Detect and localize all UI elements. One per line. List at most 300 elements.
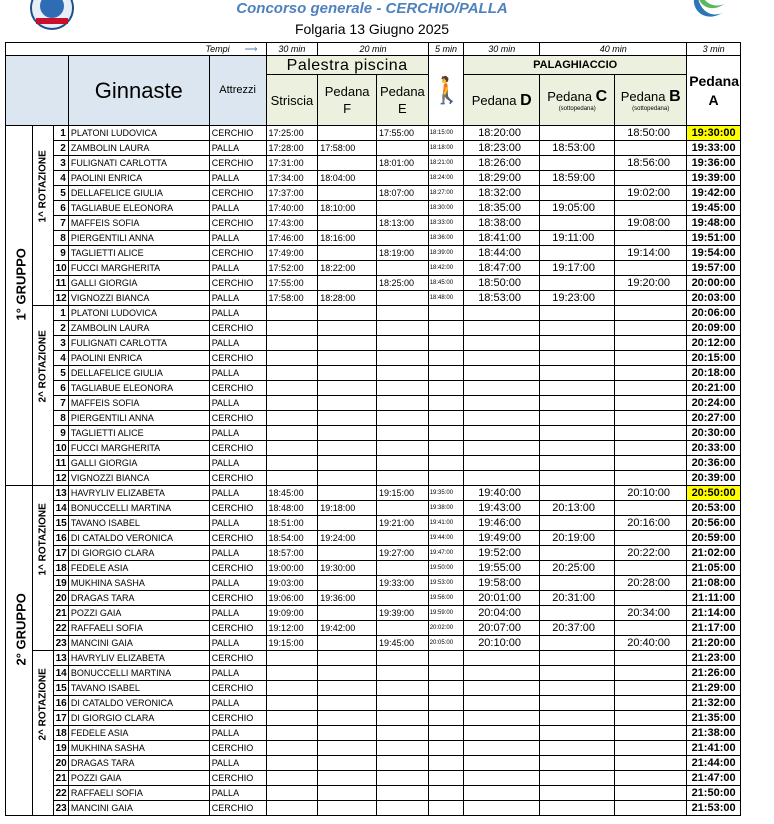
time-pedana-d	[464, 351, 540, 366]
time-pedana-c	[540, 246, 615, 261]
table-row	[6, 486, 741, 501]
apparatus: CERCHIO	[209, 126, 266, 141]
athlete-number: 3	[53, 336, 68, 351]
time-pedana-e	[377, 231, 429, 246]
athlete-number: 18	[53, 726, 68, 741]
time-pedana-c	[540, 681, 615, 696]
time-striscia: 19:12:00	[266, 621, 318, 636]
time-pedana-b: 20:34:00	[615, 606, 687, 621]
table-row	[6, 561, 741, 576]
table-row	[6, 471, 741, 486]
athlete-number: 8	[53, 231, 68, 246]
time-pedana-c	[540, 741, 615, 756]
athlete-name: BONUCCELLI MARTINA	[68, 501, 209, 516]
duration-walk: 5 min	[428, 43, 463, 56]
time-pedana-d: 19:46:00	[464, 516, 540, 531]
time-pedana-a: 19:54:00	[687, 246, 741, 261]
page-title: Concorso generale - CERCHIO/PALLA	[236, 0, 508, 17]
time-pedana-e	[377, 141, 429, 156]
table-row	[6, 786, 741, 801]
table-row	[6, 276, 741, 291]
time-pedana-d: 19:58:00	[464, 576, 540, 591]
time-pedana-f: 18:10:00	[318, 201, 377, 216]
time-pedana-d: 18:50:00	[464, 276, 540, 291]
table-row	[6, 441, 741, 456]
athlete-name: TAVANO ISABEL	[68, 516, 209, 531]
time-pedana-d: 18:41:00	[464, 231, 540, 246]
time-pedana-b	[615, 366, 687, 381]
time-pedana-e	[377, 531, 429, 546]
athlete-number: 12	[53, 471, 68, 486]
time-pedana-f	[318, 396, 377, 411]
athlete-name: FEDELE ASIA	[68, 726, 209, 741]
time-pedana-a: 20:24:00	[687, 396, 741, 411]
time-striscia	[266, 381, 318, 396]
time-pedana-a: 19:33:00	[687, 141, 741, 156]
athlete-name: MUKHINA SASHA	[68, 576, 209, 591]
time-striscia: 17:37:00	[266, 186, 318, 201]
time-pedana-c	[540, 546, 615, 561]
table-row	[6, 171, 741, 186]
time-striscia: 19:00:00	[266, 561, 318, 576]
time-walk	[428, 426, 463, 441]
athlete-number: 4	[53, 171, 68, 186]
duration-striscia: 30 min	[266, 43, 318, 56]
time-pedana-b: 19:08:00	[615, 216, 687, 231]
time-pedana-d: 18:44:00	[464, 246, 540, 261]
table-row	[6, 546, 741, 561]
time-pedana-a: 21:29:00	[687, 681, 741, 696]
time-pedana-d: 18:38:00	[464, 216, 540, 231]
time-pedana-c	[540, 156, 615, 171]
time-walk: 20:05:00	[428, 636, 463, 651]
athlete-number: 9	[53, 426, 68, 441]
time-pedana-c	[540, 486, 615, 501]
time-pedana-b	[615, 711, 687, 726]
table-row	[6, 531, 741, 546]
time-striscia: 18:45:00	[266, 486, 318, 501]
time-pedana-e	[377, 291, 429, 306]
apparatus: PALLA	[209, 666, 266, 681]
time-pedana-e	[377, 426, 429, 441]
apparatus: PALLA	[209, 171, 266, 186]
time-pedana-c: 20:25:00	[540, 561, 615, 576]
time-pedana-a: 20:50:00	[687, 486, 741, 501]
time-striscia	[266, 366, 318, 381]
time-pedana-f	[318, 321, 377, 336]
athlete-number: 17	[53, 546, 68, 561]
time-striscia: 18:51:00	[266, 516, 318, 531]
time-pedana-c	[540, 186, 615, 201]
time-pedana-b	[615, 786, 687, 801]
athlete-number: 22	[53, 621, 68, 636]
palaghiaccio-header: PALAGHIACCIO	[464, 56, 687, 75]
time-pedana-c	[540, 351, 615, 366]
table-row	[6, 291, 741, 306]
time-pedana-e	[377, 756, 429, 771]
apparatus: CERCHIO	[209, 276, 266, 291]
apparatus: PALLA	[209, 231, 266, 246]
time-pedana-f	[318, 756, 377, 771]
time-pedana-c	[540, 426, 615, 441]
time-pedana-f	[318, 186, 377, 201]
time-striscia: 17:55:00	[266, 276, 318, 291]
time-pedana-f	[318, 516, 377, 531]
time-pedana-a: 21:05:00	[687, 561, 741, 576]
table-row	[6, 456, 741, 471]
document-header	[0, 0, 774, 42]
time-pedana-a: 21:47:00	[687, 771, 741, 786]
athlete-number: 23	[53, 801, 68, 816]
time-pedana-b	[615, 411, 687, 426]
time-pedana-f	[318, 426, 377, 441]
time-striscia	[266, 306, 318, 321]
athlete-name: FUCCI MARGHERITA	[68, 441, 209, 456]
time-pedana-d: 20:07:00	[464, 621, 540, 636]
pedana-c-header: Pedana C (sottopedana)	[540, 75, 615, 126]
apparatus: CERCHIO	[209, 501, 266, 516]
table-row	[6, 756, 741, 771]
time-pedana-d	[464, 426, 540, 441]
apparatus: CERCHIO	[209, 621, 266, 636]
time-striscia	[266, 786, 318, 801]
time-pedana-b	[615, 336, 687, 351]
time-pedana-f: 18:22:00	[318, 261, 377, 276]
time-pedana-b	[615, 306, 687, 321]
time-pedana-b	[615, 726, 687, 741]
time-pedana-a: 21:08:00	[687, 576, 741, 591]
time-pedana-f: 19:24:00	[318, 531, 377, 546]
apparatus: PALLA	[209, 576, 266, 591]
time-pedana-d: 18:29:00	[464, 171, 540, 186]
time-striscia	[266, 471, 318, 486]
time-pedana-c	[540, 336, 615, 351]
time-pedana-b	[615, 426, 687, 441]
time-pedana-f: 19:42:00	[318, 621, 377, 636]
time-pedana-e	[377, 591, 429, 606]
time-pedana-c	[540, 606, 615, 621]
athlete-name: FEDELE ASIA	[68, 561, 209, 576]
time-walk: 19:47:00	[428, 546, 463, 561]
time-pedana-a: 21:14:00	[687, 606, 741, 621]
apparatus: CERCHIO	[209, 771, 266, 786]
time-pedana-d: 19:43:00	[464, 501, 540, 516]
athlete-name: TAGLIETTI ALICE	[68, 246, 209, 261]
time-striscia: 18:48:00	[266, 501, 318, 516]
time-pedana-a: 20:09:00	[687, 321, 741, 336]
time-pedana-c	[540, 696, 615, 711]
athlete-number: 6	[53, 381, 68, 396]
time-pedana-f	[318, 336, 377, 351]
athlete-number: 8	[53, 411, 68, 426]
athlete-name: GALLI GIORGIA	[68, 456, 209, 471]
time-pedana-c: 20:31:00	[540, 591, 615, 606]
time-pedana-f: 18:16:00	[318, 231, 377, 246]
time-pedana-b: 20:16:00	[615, 516, 687, 531]
apparatus: CERCHIO	[209, 381, 266, 396]
time-pedana-e: 18:01:00	[377, 156, 429, 171]
time-walk: 18:18:00	[428, 141, 463, 156]
athlete-number: 16	[53, 531, 68, 546]
time-walk: 18:21:00	[428, 156, 463, 171]
time-pedana-e	[377, 306, 429, 321]
time-striscia	[266, 441, 318, 456]
time-walk: 18:33:00	[428, 216, 463, 231]
athlete-name: MUKHINA SASHA	[68, 741, 209, 756]
time-pedana-b	[615, 171, 687, 186]
time-walk: 19:56:00	[428, 591, 463, 606]
time-pedana-b	[615, 291, 687, 306]
time-pedana-f	[318, 576, 377, 591]
time-pedana-a: 21:50:00	[687, 786, 741, 801]
time-walk: 18:15:00	[428, 126, 463, 141]
time-pedana-c: 20:37:00	[540, 621, 615, 636]
time-walk	[428, 741, 463, 756]
athlete-name: TAGLIABUE ELEONORA	[68, 201, 209, 216]
time-pedana-d	[464, 741, 540, 756]
apparatus: CERCHIO	[209, 411, 266, 426]
time-pedana-e: 19:21:00	[377, 516, 429, 531]
time-pedana-c	[540, 381, 615, 396]
athlete-number: 3	[53, 156, 68, 171]
athlete-name: ZAMBOLIN LAURA	[68, 321, 209, 336]
time-pedana-c	[540, 651, 615, 666]
athlete-number: 10	[53, 441, 68, 456]
time-walk	[428, 456, 463, 471]
time-pedana-e: 18:19:00	[377, 246, 429, 261]
athlete-name: POZZI GAIA	[68, 771, 209, 786]
rotation-label: 1^ ROTAZIONE	[33, 126, 53, 306]
time-pedana-b: 19:02:00	[615, 186, 687, 201]
apparatus: CERCHIO	[209, 186, 266, 201]
time-striscia: 18:54:00	[266, 531, 318, 546]
time-pedana-d	[464, 366, 540, 381]
time-pedana-b	[615, 231, 687, 246]
apparatus: CERCHIO	[209, 591, 266, 606]
apparatus: CERCHIO	[209, 156, 266, 171]
time-pedana-d	[464, 336, 540, 351]
time-walk	[428, 786, 463, 801]
time-pedana-f	[318, 126, 377, 141]
time-pedana-d: 19:40:00	[464, 486, 540, 501]
athlete-name: PIERGENTILI ANNA	[68, 231, 209, 246]
time-pedana-e	[377, 366, 429, 381]
pedana-e-header: Pedana E	[377, 75, 429, 126]
striscia-header: Striscia	[266, 75, 318, 126]
time-pedana-b	[615, 381, 687, 396]
schedule-table	[5, 42, 741, 816]
time-pedana-f	[318, 681, 377, 696]
time-pedana-e: 19:45:00	[377, 636, 429, 651]
time-pedana-a: 21:38:00	[687, 726, 741, 741]
apparatus: CERCHIO	[209, 741, 266, 756]
time-pedana-e: 17:55:00	[377, 126, 429, 141]
time-pedana-e: 19:15:00	[377, 486, 429, 501]
time-pedana-e	[377, 351, 429, 366]
time-striscia: 19:15:00	[266, 636, 318, 651]
time-pedana-c	[540, 411, 615, 426]
time-pedana-a: 20:53:00	[687, 501, 741, 516]
time-pedana-c: 19:11:00	[540, 231, 615, 246]
time-pedana-b	[615, 141, 687, 156]
time-walk	[428, 726, 463, 741]
time-striscia	[266, 666, 318, 681]
time-pedana-c	[540, 636, 615, 651]
time-pedana-f: 18:28:00	[318, 291, 377, 306]
pedana-a-header: Pedana A	[687, 56, 741, 126]
time-striscia	[266, 336, 318, 351]
time-pedana-d: 19:52:00	[464, 546, 540, 561]
athlete-name: ZAMBOLIN LAURA	[68, 141, 209, 156]
apparatus: PALLA	[209, 756, 266, 771]
time-striscia: 17:43:00	[266, 216, 318, 231]
athlete-number: 5	[53, 366, 68, 381]
athlete-name: GALLI GIORGIA	[68, 276, 209, 291]
time-striscia	[266, 741, 318, 756]
time-pedana-a: 19:51:00	[687, 231, 741, 246]
time-walk: 18:42:00	[428, 261, 463, 276]
time-pedana-f	[318, 636, 377, 651]
time-striscia: 17:46:00	[266, 231, 318, 246]
time-pedana-a: 21:26:00	[687, 666, 741, 681]
time-pedana-d	[464, 411, 540, 426]
table-row	[6, 726, 741, 741]
athlete-name: DRAGAS TARA	[68, 591, 209, 606]
athlete-number: 15	[53, 516, 68, 531]
time-pedana-b: 19:20:00	[615, 276, 687, 291]
athlete-name: DI GIORGIO CLARA	[68, 546, 209, 561]
table-row	[6, 411, 741, 426]
header-corner	[6, 56, 69, 126]
time-pedana-f	[318, 306, 377, 321]
time-pedana-d	[464, 696, 540, 711]
time-pedana-d: 18:20:00	[464, 126, 540, 141]
time-pedana-c	[540, 711, 615, 726]
athlete-name: PAOLINI ENRICA	[68, 351, 209, 366]
table-row	[6, 606, 741, 621]
table-row	[6, 336, 741, 351]
time-pedana-c	[540, 276, 615, 291]
time-walk	[428, 471, 463, 486]
athlete-name: POZZI GAIA	[68, 606, 209, 621]
time-pedana-e	[377, 471, 429, 486]
apparatus: CERCHIO	[209, 531, 266, 546]
time-pedana-a: 20:18:00	[687, 366, 741, 381]
athlete-number: 14	[53, 501, 68, 516]
arrow-right-icon: ⟶	[244, 43, 258, 54]
table-row	[6, 666, 741, 681]
time-walk	[428, 366, 463, 381]
time-pedana-a: 19:30:00	[687, 126, 741, 141]
apparatus: PALLA	[209, 336, 266, 351]
time-pedana-f	[318, 486, 377, 501]
time-striscia: 17:25:00	[266, 126, 318, 141]
time-pedana-c	[540, 666, 615, 681]
time-pedana-a: 20:39:00	[687, 471, 741, 486]
time-pedana-e	[377, 651, 429, 666]
time-striscia: 19:09:00	[266, 606, 318, 621]
apparatus: PALLA	[209, 726, 266, 741]
athlete-number: 4	[53, 351, 68, 366]
time-pedana-f	[318, 246, 377, 261]
time-pedana-e	[377, 336, 429, 351]
apparatus: CERCHIO	[209, 561, 266, 576]
time-walk: 18:48:00	[428, 291, 463, 306]
table-row	[6, 246, 741, 261]
table-row	[6, 516, 741, 531]
pedana-d-header: Pedana D	[464, 75, 540, 126]
time-striscia	[266, 426, 318, 441]
time-walk	[428, 351, 463, 366]
time-pedana-a: 19:45:00	[687, 201, 741, 216]
athlete-number: 23	[53, 636, 68, 651]
time-striscia	[266, 396, 318, 411]
time-pedana-b	[615, 201, 687, 216]
time-pedana-d	[464, 396, 540, 411]
athlete-name: DI CATALDO VERONICA	[68, 531, 209, 546]
time-pedana-a: 21:44:00	[687, 756, 741, 771]
time-striscia	[266, 651, 318, 666]
ginnaste-header: Ginnaste	[68, 56, 209, 126]
time-pedana-b: 20:10:00	[615, 486, 687, 501]
time-walk	[428, 441, 463, 456]
apparatus: PALLA	[209, 456, 266, 471]
time-walk	[428, 666, 463, 681]
time-striscia	[266, 726, 318, 741]
time-striscia: 19:06:00	[266, 591, 318, 606]
time-pedana-a: 20:36:00	[687, 456, 741, 471]
athlete-name: MANCINI GAIA	[68, 636, 209, 651]
time-pedana-e	[377, 321, 429, 336]
table-row	[6, 741, 741, 756]
time-pedana-c	[540, 516, 615, 531]
time-pedana-e	[377, 741, 429, 756]
athlete-number: 5	[53, 186, 68, 201]
time-pedana-d: 18:35:00	[464, 201, 540, 216]
apparatus: PALLA	[209, 636, 266, 651]
time-walk: 19:59:00	[428, 606, 463, 621]
table-row	[6, 186, 741, 201]
time-pedana-a: 20:12:00	[687, 336, 741, 351]
time-walk: 18:39:00	[428, 246, 463, 261]
time-pedana-e	[377, 441, 429, 456]
time-pedana-a: 20:03:00	[687, 291, 741, 306]
athlete-name: PAOLINI ENRICA	[68, 171, 209, 186]
table-row	[6, 351, 741, 366]
table-row	[6, 576, 741, 591]
athlete-name: MAFFEIS SOFIA	[68, 396, 209, 411]
time-pedana-f	[318, 381, 377, 396]
time-striscia: 17:58:00	[266, 291, 318, 306]
duration-pedane-fe: 20 min	[318, 43, 428, 56]
time-pedana-e	[377, 396, 429, 411]
time-striscia: 17:31:00	[266, 156, 318, 171]
athlete-number: 16	[53, 696, 68, 711]
time-pedana-a: 21:35:00	[687, 711, 741, 726]
athlete-number: 10	[53, 261, 68, 276]
time-pedana-f	[318, 801, 377, 816]
time-walk: 19:50:00	[428, 561, 463, 576]
athlete-name: HAVRYLIV ELIZABETA	[68, 651, 209, 666]
athlete-number: 9	[53, 246, 68, 261]
athlete-name: FULIGNATI CARLOTTA	[68, 336, 209, 351]
time-pedana-e	[377, 561, 429, 576]
time-walk: 18:30:00	[428, 201, 463, 216]
time-pedana-f: 18:04:00	[318, 171, 377, 186]
time-pedana-a: 20:06:00	[687, 306, 741, 321]
time-pedana-b: 20:28:00	[615, 576, 687, 591]
time-pedana-c	[540, 771, 615, 786]
